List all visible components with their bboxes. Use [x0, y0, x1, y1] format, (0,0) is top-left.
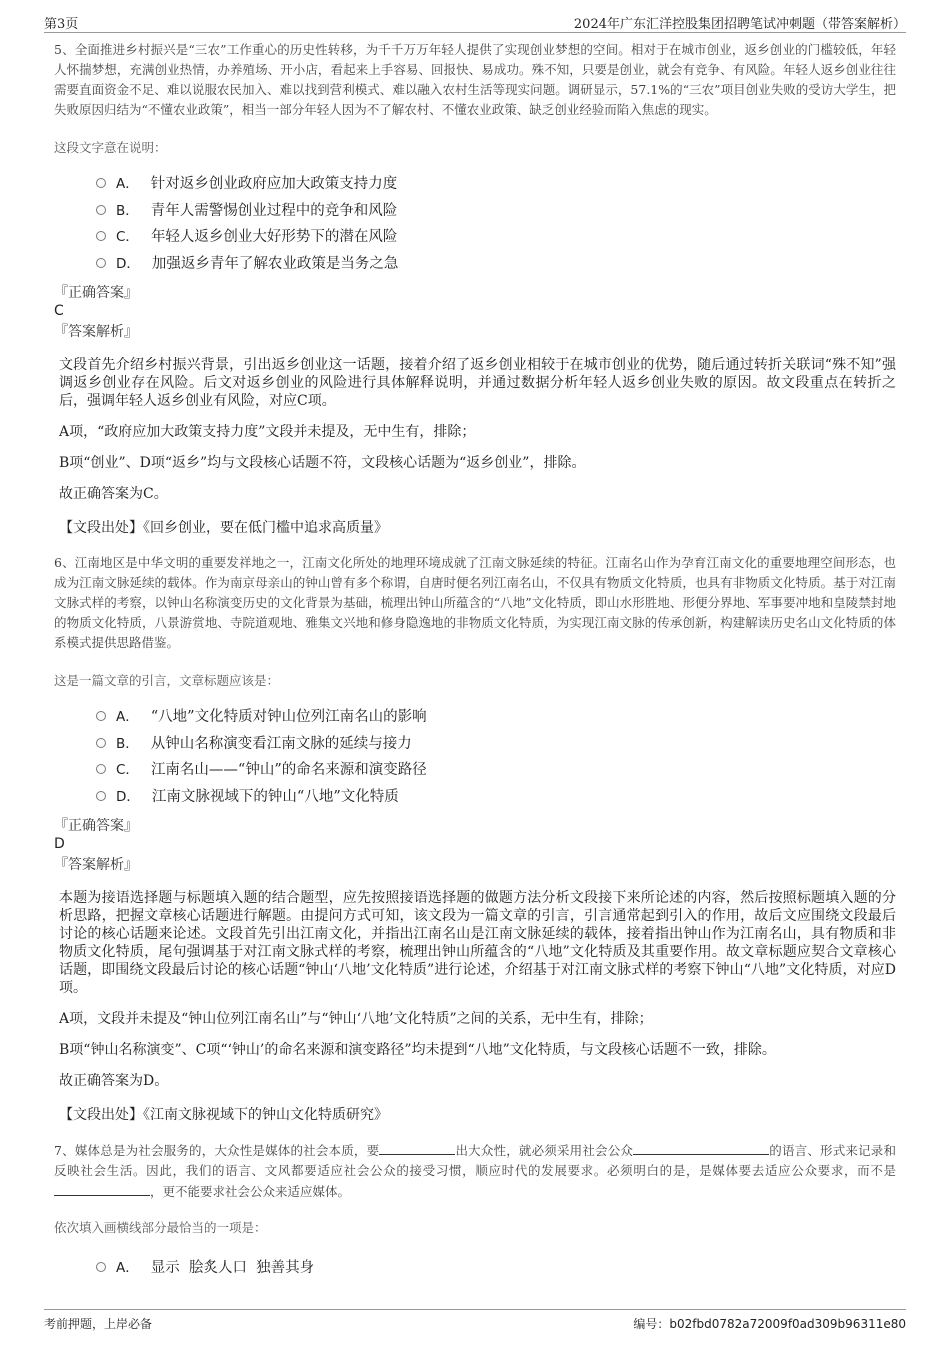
footer-slogan: 考前押题，上岸必备: [44, 1317, 153, 1331]
option-text: 江南文脉视域下的钟山“八地”文化特质: [151, 788, 399, 805]
question-7: [54, 1140, 896, 1285]
fill-blank-3: [54, 1181, 150, 1196]
analysis-paragraph: 故正确答案为C。: [59, 486, 168, 502]
question-stem: 5、全面推进乡村振兴是“三农”工作重心的历史性转移，为千千万万年轻人提供了实现创业梦想的空间。相对于在城市创业，返乡创业的门槛较低，年轻人怀揣梦想，充满创业热情，办养殖场、开小店，看起来上手容易、回报快、易成功。殊不知，只要是创业，就会有竞争、有风险。年轻人返乡创业往往需要直面资金不足、难以说服农民加入、难以找到营利模式、难以融入农村生活等现实问题。调研显示，57.1%的“三农”项目创业失败的受访大学生，把失败原因归结为“不懂农业政策”，相当一部分年轻人因为不了解农村、不懂农业政策、缺乏创业经验而陷入焦虑的现实。: [54, 42, 896, 117]
page-header: [44, 10, 906, 33]
option-list: [96, 707, 896, 813]
question-stem: 7、媒体总是为社会服务的，大众性是媒体的社会本质，要 出大众性，就必须采用社会公众 的语言、形式来记录和反映社会生活。因此，我们的语言、文风都要适应社会公众的接受习惯，顺应时代的发展要求。必须明白的是，是媒体要去适应公众要求，而不是，更不能要求社会公众来适应媒体。: [54, 1140, 896, 1202]
question-stem: 6、江南地区是中华文明的重要发祥地之一，江南文化所处的地理环境成就了江南文脉延续的特征。江南名山作为孕育江南文化的重要地理空间形态，也成为江南文脉延续的载体。作为南京母亲山的钟山曾有多个称谓，自唐时便名列江南名山，不仅具有物质文化特质，也具有非物质文化特质。基于对江南文脉式样的考察，以钟山名称演变历史的文化背景为基础，梳理出钟山所蕴含的“八地”文化特质，即山水形胜地、形便分界地、军事要冲地和皇陵禁封地的物质文化特质，八景游赏地、寺院道观地、雅集文兴地和修身隐逸地的非物质文化特质，为实现江南文脉的传承创新，构建解读历史名山文化特质的体系模式提供思路借鉴。: [54, 555, 896, 650]
option-d[interactable]: D． 加强返乡青年了解农业政策是当务之急: [96, 254, 896, 281]
source-citation: 【文段出处】《回乡创业，要在低门槛中追求高质量》: [59, 520, 388, 536]
analysis-paragraph: A项，“政府应加大政策支持力度”文段并未提及，无中生有，排除；: [59, 424, 476, 440]
radio-icon[interactable]: [96, 178, 106, 188]
correct-answer-label: 『正确答案』: [54, 285, 138, 301]
analysis-label: 『答案解析』: [54, 324, 138, 340]
option-list: [96, 174, 896, 280]
radio-icon[interactable]: [96, 231, 106, 241]
analysis-paragraph: 故正确答案为D。: [59, 1073, 169, 1089]
document-id: 编号：b02fbd0782a72009f0ad309b96311e80: [633, 1317, 906, 1331]
question-prompt: 这是一篇文章的引言，文章标题应该是：: [54, 673, 280, 688]
source-citation: 【文段出处】《江南文脉视域下的钟山文化特质研究》: [59, 1107, 388, 1123]
radio-icon[interactable]: [96, 711, 106, 721]
option-text: 加强返乡青年了解农业政策是当务之急: [151, 255, 399, 272]
option-a[interactable]: A． “八地”文化特质对钟山位列江南名山的影响: [96, 707, 896, 734]
correct-answer-label: 『正确答案』: [54, 818, 138, 834]
correct-answer: C: [54, 303, 64, 319]
question-prompt: 依次填入画横线部分最恰当的一项是：: [54, 1220, 267, 1235]
option-c[interactable]: C． 年轻人返乡创业大好形势下的潜在风险: [96, 227, 896, 254]
analysis-paragraph: B项“钟山名称演变”、C项“‘钟山’的命名来源和演变路径”均未提到“八地”文化特质，与文段核心话题不一致，排除。: [59, 1042, 776, 1058]
page-number: 第3页: [44, 17, 79, 32]
fill-blank-1: [379, 1140, 455, 1155]
analysis-label: 『答案解析』: [54, 857, 138, 873]
correct-answer: D: [54, 836, 65, 852]
document-title: 2024年广东汇洋控股集团招聘笔试冲刺题（带答案解析）: [573, 17, 906, 32]
question-6: [54, 553, 896, 1124]
option-text: 显示 脍炙人口 独善其身: [150, 1260, 315, 1276]
option-list: [96, 1258, 896, 1285]
option-text: 针对返乡创业政府应加大政策支持力度: [150, 176, 398, 192]
page-footer: [44, 1309, 906, 1336]
option-d[interactable]: D． 江南文脉视域下的钟山“八地”文化特质: [96, 787, 896, 814]
option-text: 年轻人返乡创业大好形势下的潜在风险: [150, 229, 398, 245]
radio-icon[interactable]: [96, 791, 106, 801]
option-a[interactable]: A． 针对返乡创业政府应加大政策支持力度: [96, 174, 896, 201]
radio-icon[interactable]: [96, 205, 106, 215]
fill-blank-2: [633, 1140, 769, 1155]
page-content: [54, 40, 896, 1285]
option-text: 从钟山名称演变看江南文脉的延续与接力: [150, 735, 412, 752]
radio-icon[interactable]: [96, 764, 106, 774]
analysis-paragraph: 文段首先介绍乡村振兴背景，引出返乡创业这一话题，接着介绍了返乡创业相较于在城市创业的优势，随后通过转折关联词“殊不知”强调返乡创业存在风险。后文对返乡创业的风险进行具体解释说明，并通过数据分析年轻人返乡创业失败的原因。故文段重点在转折之后，强调年轻人返乡创业有风险，对应C项。: [59, 357, 896, 409]
question-5: [54, 40, 896, 537]
question-prompt: 这段文字意在说明：: [54, 140, 167, 155]
option-text: “八地”文化特质对钟山位列江南名山的影响: [150, 709, 427, 725]
option-b[interactable]: B． 从钟山名称演变看江南文脉的延续与接力: [96, 734, 896, 761]
option-c[interactable]: C． 江南名山——“钟山”的命名来源和演变路径: [96, 760, 896, 787]
option-a[interactable]: A． 显示 脍炙人口 独善其身: [96, 1258, 896, 1285]
option-text: 江南名山——“钟山”的命名来源和演变路径: [150, 762, 427, 778]
analysis-paragraph: B项“创业”、D项“返乡”均与文段核心话题不符，文段核心话题为“返乡创业”，排除。: [59, 455, 586, 471]
radio-icon[interactable]: [96, 1262, 106, 1272]
option-text: 青年人需警惕创业过程中的竞争和风险: [150, 202, 398, 219]
analysis-paragraph: A项，文段并未提及“钟山位列江南名山”与“钟山‘八地’文化特质”之间的关系，无中生有，排除；: [59, 1011, 653, 1027]
option-b[interactable]: B． 青年人需警惕创业过程中的竞争和风险: [96, 201, 896, 228]
radio-icon[interactable]: [96, 738, 106, 748]
radio-icon[interactable]: [96, 258, 106, 268]
analysis-paragraph: 本题为接语选择题与标题填入题的结合题型，应先按照接语选择题的做题方法分析文段接下来所论述的内容，然后按照标题填入题的分析思路，把握文章核心话题进行解题。由提问方式可知，该文段为一篇文章的引言，引言通常起到引入的作用，故后文应围绕文段最后讨论的核心话题来论述。文段首先引出江南文化，并指出江南名山是江南文脉延续的载体，接着指出钟山作为江南名山，具有物质和非物质文化特质，尾句强调基于对江南文脉式样的考察，梳理出钟山所蕴含的“八地”文化特质及其重要作用。故文章标题应契合文章核心话题，即围绕文段最后讨论的核心话题“钟山‘八地’文化特质”进行论述，介绍基于对江南文脉式样的考察下钟山“八地”文化特质，对应D项。: [59, 890, 896, 996]
